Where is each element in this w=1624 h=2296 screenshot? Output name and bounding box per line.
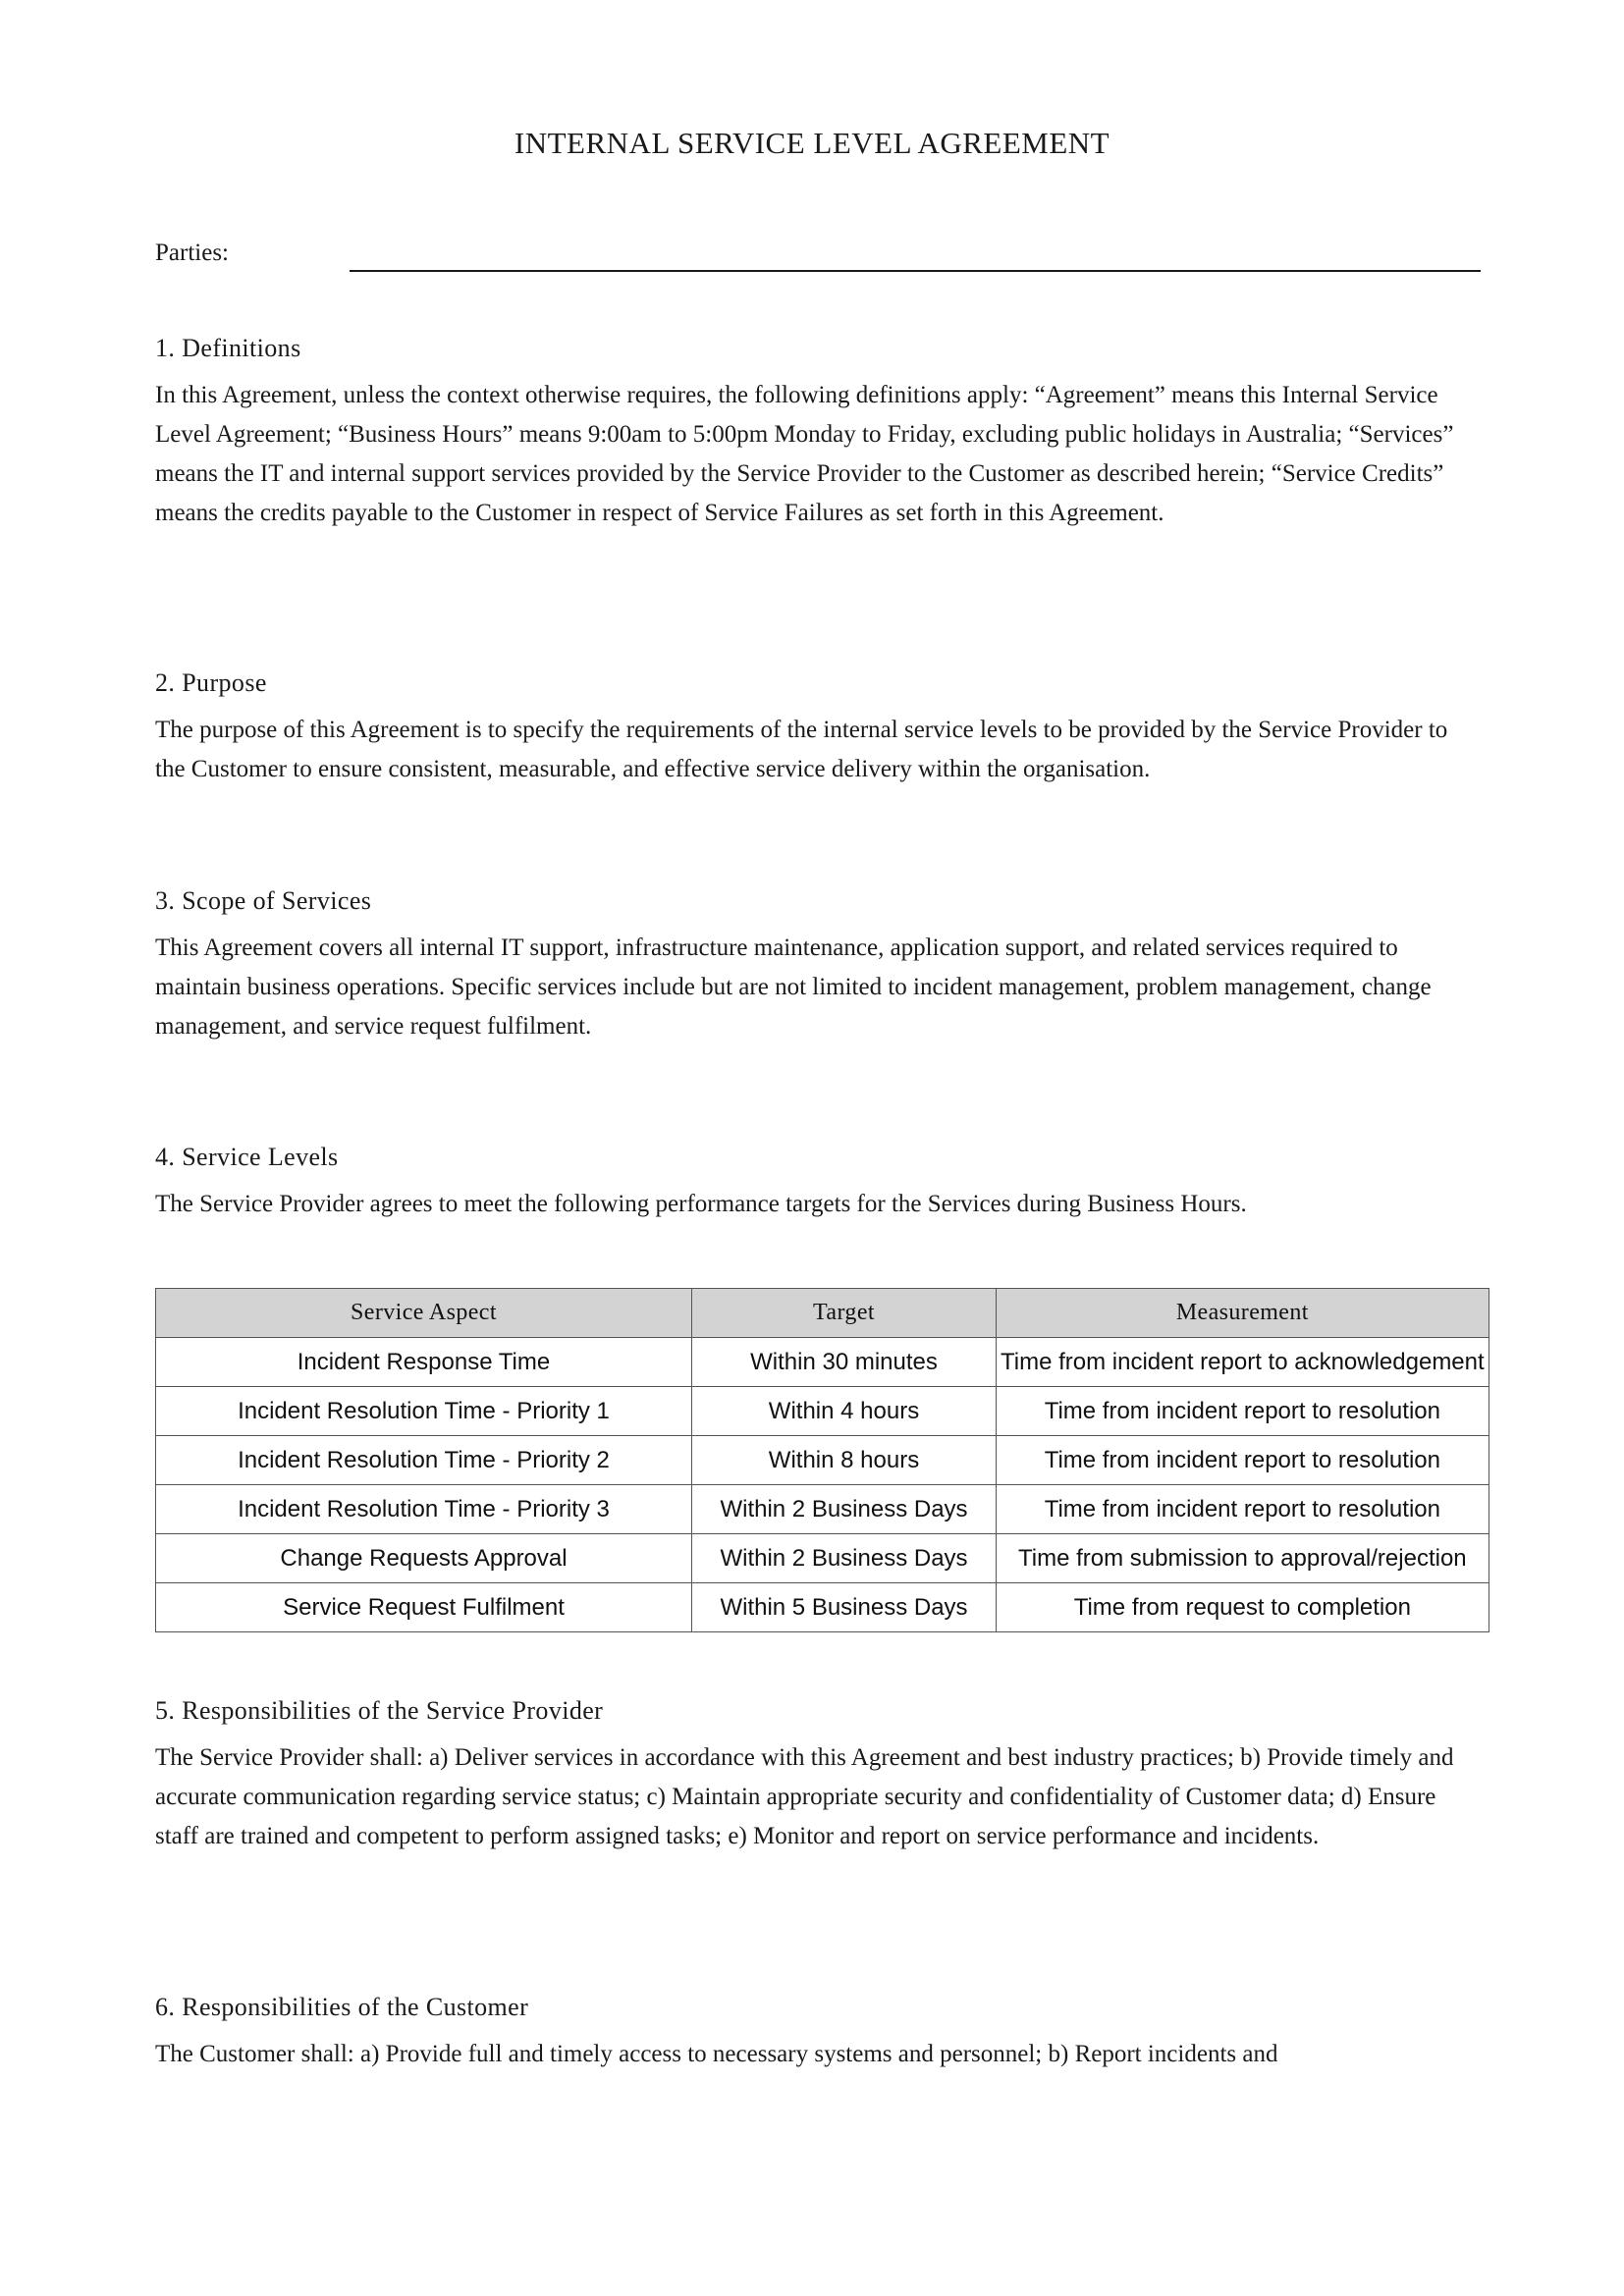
- table-cell-target: Within 2 Business Days: [692, 1485, 997, 1534]
- table-row: [156, 1534, 1489, 1583]
- section-body-scope: This Agreement covers all internal IT support, infrastructure maintenance, application support, and related services required to maintain business operations. Specific services include but are not limited to incident management, problem management, change management, and service request fulfilment.: [155, 934, 1432, 1040]
- table-cell-target: Within 5 Business Days: [692, 1583, 997, 1632]
- document-title: INTERNAL SERVICE LEVEL AGREEMENT: [514, 126, 1110, 160]
- section-heading-customer-responsibilities: 6. Responsibilities of the Customer: [155, 1993, 529, 2021]
- table-header-service-aspect: Service Aspect: [156, 1289, 692, 1338]
- table-cell-target: Within 8 hours: [692, 1436, 997, 1485]
- section-heading-purpose: 2. Purpose: [155, 668, 267, 697]
- table-cell-measurement: Time from incident report to acknowledgement: [997, 1338, 1489, 1387]
- table-row: [156, 1387, 1489, 1436]
- section-body-definitions: In this Agreement, unless the context otherwise requires, the following definitions apply: “Agreement” means this Internal Service Level Agreement; “Business Hours” means 9:00am to 5:00pm Monday to Friday, excluding public holidays in Australia; “Services” means the IT and internal support services provided by the Service Provider to the Customer as described herein; “Service Credits” means the credits payable to the Customer in respect of Service Failures as set forth in this Agreement.: [155, 382, 1454, 526]
- table-cell-target: Within 2 Business Days: [692, 1534, 997, 1583]
- section-heading-service-levels: 4. Service Levels: [155, 1143, 339, 1171]
- table-cell-measurement: Time from incident report to resolution: [997, 1436, 1489, 1485]
- table-cell-measurement: Time from incident report to resolution: [997, 1387, 1489, 1436]
- table-cell-service-aspect: Incident Resolution Time - Priority 2: [156, 1436, 692, 1485]
- table-cell-service-aspect: Incident Resolution Time - Priority 1: [156, 1387, 692, 1436]
- section-heading-scope: 3. Scope of Services: [155, 886, 372, 915]
- table-cell-service-aspect: Change Requests Approval: [156, 1534, 692, 1583]
- section-body-purpose: The purpose of this Agreement is to specify the requirements of the internal service levels to be provided by the Service Provider to the Customer to ensure consistent, measurable, and effective service delivery within the organisation.: [155, 717, 1448, 782]
- section-body-provider-responsibilities: The Service Provider shall: a) Deliver services in accordance with this Agreement and best industry practices; b) Provide timely and accurate communication regarding service status; c) Maintain appropriate security and confidentiality of Customer data; d) Ensure staff are trained and competent to perform assigned tasks; e) Monitor and report on service performance and incidents.: [155, 1744, 1454, 1849]
- table-row: [156, 1485, 1489, 1534]
- table-cell-measurement: Time from submission to approval/rejection: [997, 1534, 1489, 1583]
- table-cell-service-aspect: Incident Response Time: [156, 1338, 692, 1387]
- table-header-row: [156, 1289, 1489, 1338]
- section-body-service-levels: The Service Provider agrees to meet the following performance targets for the Services during Business Hours.: [155, 1191, 1247, 1217]
- table-header-target: Target: [692, 1289, 997, 1338]
- table-cell-service-aspect: Incident Resolution Time - Priority 3: [156, 1485, 692, 1534]
- table-row: [156, 1583, 1489, 1632]
- table-cell-measurement: Time from request to completion: [997, 1583, 1489, 1632]
- table-cell-target: Within 4 hours: [692, 1387, 997, 1436]
- table-cell-target: Within 30 minutes: [692, 1338, 997, 1387]
- table-header-measurement: Measurement: [997, 1289, 1489, 1338]
- section-heading-definitions: 1. Definitions: [155, 334, 301, 362]
- table-cell-service-aspect: Service Request Fulfilment: [156, 1583, 692, 1632]
- table-row: [156, 1436, 1489, 1485]
- table-row: [156, 1338, 1489, 1387]
- table-cell-measurement: Time from incident report to resolution: [997, 1485, 1489, 1534]
- section-heading-provider-responsibilities: 5. Responsibilities of the Service Provider: [155, 1696, 604, 1725]
- parties-label: Parties:: [155, 240, 229, 266]
- parties-signature-line: [350, 270, 1481, 272]
- service-levels-table: [155, 1288, 1489, 1632]
- section-body-customer-responsibilities: The Customer shall: a) Provide full and timely access to necessary systems and personnel; b) Report incidents and: [155, 2041, 1278, 2067]
